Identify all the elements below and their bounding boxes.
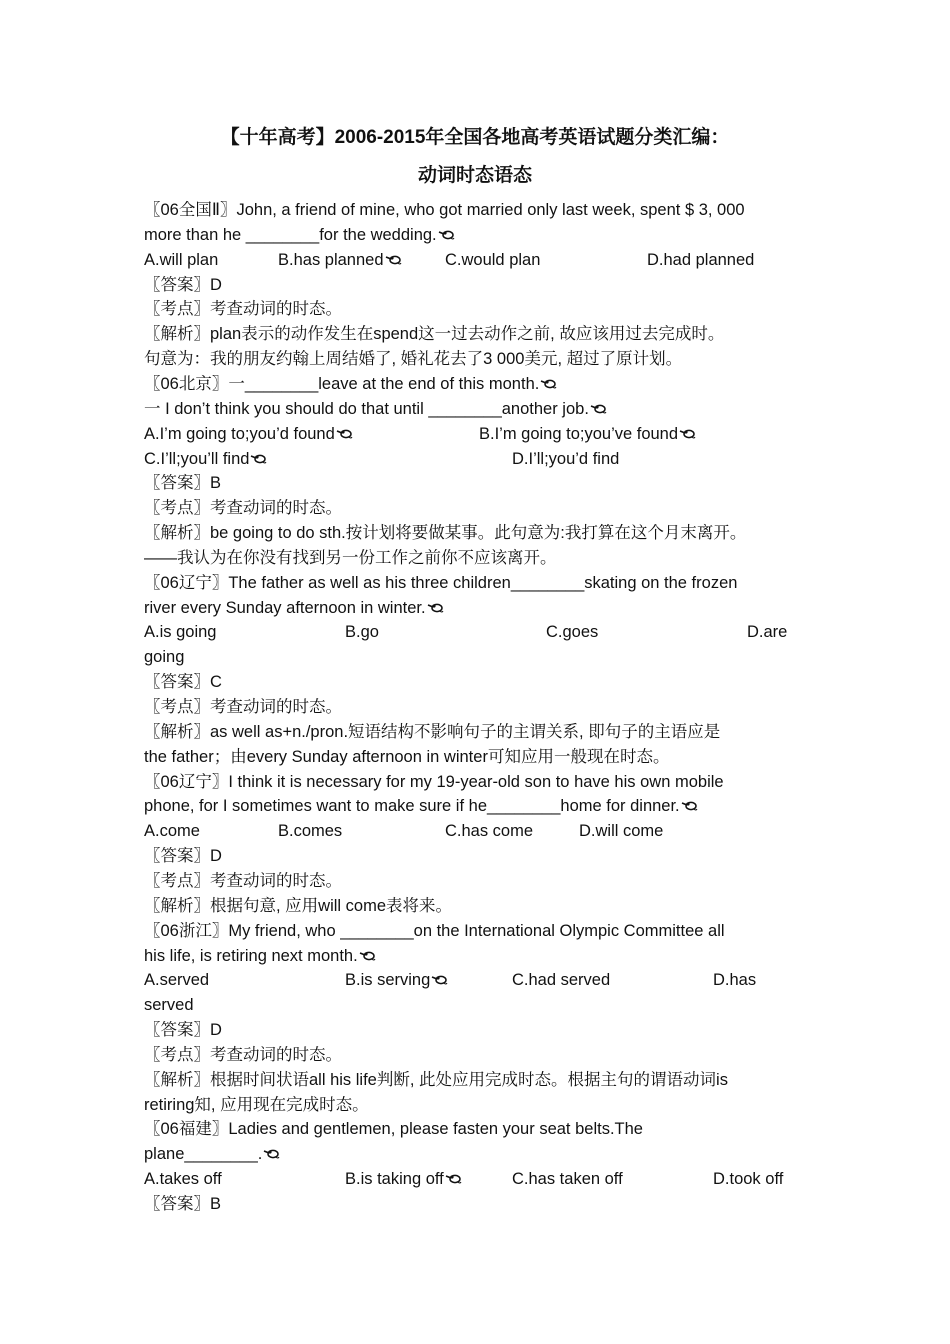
line-text: 〖答案〗D — [144, 847, 222, 866]
option — [144, 968, 209, 993]
line-text: 〖06辽宁〗I think it is necessary for my 19-year-old son to have his own mobile — [144, 772, 724, 791]
text-line — [144, 894, 452, 919]
mouse-icon — [359, 950, 376, 962]
line-text: 〖06福建〗Ladies and gentlemen, please fasten your seat belts.The — [144, 1120, 643, 1139]
text-line — [144, 1192, 221, 1217]
line-text: 〖06辽宁〗The father as well as his three children________skating on the frozen — [144, 573, 738, 592]
line-text: 〖解析〗plan表示的动作发生在spend这一过去动作之前, 故应该用过去完成时。 — [144, 325, 725, 344]
mouse-icon — [427, 602, 444, 614]
line-text: 句意为：我的朋友约翰上周结婚了, 婚礼花去了3 000美元, 超过了原计划。 — [144, 350, 683, 369]
line-text: served — [144, 996, 194, 1015]
line-text: river every Sunday afternoon in winter. — [144, 598, 426, 617]
line-text: 〖06浙江〗My friend, who ________on the International Olympic Committee all — [144, 921, 725, 940]
text-line — [144, 770, 724, 795]
option-text: C.has come — [445, 822, 534, 841]
option — [278, 819, 342, 844]
option-text: C.had served — [512, 971, 611, 990]
text-line — [144, 571, 737, 596]
mouse-icon — [438, 229, 455, 241]
mouse-icon — [679, 428, 696, 440]
option-text: B.I’m going to;you’ve found — [479, 424, 679, 443]
mouse-icon — [431, 974, 448, 986]
mouse-icon — [385, 254, 402, 266]
option — [345, 1167, 462, 1192]
text-line — [144, 720, 720, 745]
option — [512, 968, 610, 993]
text-line — [144, 1142, 280, 1167]
option — [479, 422, 696, 447]
text-line — [144, 223, 455, 248]
option — [512, 1167, 623, 1192]
option — [546, 620, 598, 645]
line-text: ——我认为在你没有找到另一份工作之前你不应该离开。 — [144, 548, 557, 567]
mouse-icon — [681, 800, 698, 812]
text-line — [144, 521, 746, 546]
text-line — [144, 944, 376, 969]
line-text: the father；由every Sunday afternoon in winter可知应用一般现在时态。 — [144, 747, 670, 766]
mouse-icon — [540, 378, 557, 390]
text-line — [144, 596, 444, 621]
option — [747, 620, 787, 645]
option — [144, 620, 216, 645]
option — [579, 819, 663, 844]
line-text: 〖06全国Ⅱ〗John, a friend of mine, who got married only last week, spent $ 3, 000 — [144, 201, 745, 219]
line-text: his life, is retiring next month. — [144, 946, 358, 965]
line-text: 〖考点〗考查动词的时态。 — [144, 499, 342, 518]
option-text: D.I’ll;you’d find — [512, 449, 620, 468]
option-text: A.served — [144, 971, 210, 990]
text-line — [144, 919, 725, 944]
text-line — [144, 397, 607, 422]
mouse-icon — [445, 1173, 462, 1185]
line-text: 〖考点〗考查动词的时态。 — [144, 871, 342, 890]
text-line — [144, 645, 184, 670]
option — [278, 248, 402, 273]
line-text: plane________. — [144, 1145, 263, 1164]
option — [713, 1167, 783, 1192]
option — [345, 620, 379, 645]
option — [445, 248, 540, 273]
text-line — [144, 347, 682, 372]
line-text: more than he ________for the wedding. — [144, 225, 437, 244]
option-text: D.has — [713, 971, 757, 990]
option-text: A.come — [144, 822, 200, 841]
option-text: B.go — [345, 623, 379, 642]
text-line — [144, 496, 342, 521]
option — [144, 1167, 222, 1192]
option-text: B.is taking off — [345, 1170, 444, 1189]
mouse-icon — [263, 1148, 280, 1160]
option-text: D.had planned — [647, 250, 755, 269]
text-line — [144, 372, 557, 397]
text-line — [144, 471, 221, 496]
text-line — [144, 794, 698, 819]
option — [512, 447, 619, 472]
text-line — [144, 297, 342, 322]
option — [713, 968, 756, 993]
text-line — [144, 1043, 342, 1068]
option-text: B.has planned — [278, 250, 384, 269]
option-text: C.goes — [546, 623, 599, 642]
text-line — [144, 1117, 643, 1142]
text-line — [144, 1068, 728, 1093]
line-text: 〖答案〗C — [144, 673, 222, 692]
doc-title: 【十年高考】2006-2015年全国各地高考英语试题分类汇编： — [220, 127, 730, 148]
line-text: 一 I don’t think you should do that until ________another job. — [144, 399, 589, 418]
text-line — [144, 844, 222, 869]
text-line — [144, 1093, 369, 1118]
line-text: 〖解析〗as well as+n./pron.短语结构不影响句子的主谓关系, 即句子的主语应是 — [144, 722, 721, 741]
line-text: 〖解析〗根据时间状语all his life判断, 此处应用完成时态。根据主句的谓语动词is — [144, 1070, 728, 1089]
option-text: B.comes — [278, 822, 343, 841]
option-text: A.I’m going to;you’d found — [144, 424, 335, 443]
text-line — [144, 695, 342, 720]
text-line — [144, 670, 222, 695]
line-text: 〖考点〗考查动词的时态。 — [144, 1045, 342, 1064]
option-text: D.are — [747, 623, 788, 642]
option — [647, 248, 754, 273]
option-text: C.has taken off — [512, 1170, 623, 1189]
line-text: 〖考点〗考查动词的时态。 — [144, 300, 342, 319]
option-text: B.is serving — [345, 971, 431, 990]
option — [144, 447, 267, 472]
line-text: 〖答案〗B — [144, 474, 222, 493]
mouse-icon — [590, 403, 607, 415]
text-line — [144, 273, 222, 298]
line-text: 〖解析〗be going to do sth.按计划将要做某事。此句意为:我打算在这个月末离开。 — [144, 524, 747, 543]
doc-subtitle: 动词时态语态 — [417, 165, 532, 186]
option-text: D.took off — [713, 1170, 784, 1189]
text-line — [144, 745, 669, 770]
line-text: going — [144, 648, 185, 667]
line-text: 〖答案〗D — [144, 275, 222, 294]
text-line — [144, 869, 342, 894]
mouse-icon — [250, 453, 267, 465]
option — [144, 248, 218, 273]
line-text: phone, for I sometimes want to make sure if he________home for dinner. — [144, 797, 680, 816]
line-text: 〖06北京〗一________leave at the end of this month. — [144, 374, 540, 393]
option — [144, 819, 200, 844]
option-text: A.is going — [144, 623, 217, 642]
option-text: A.takes off — [144, 1170, 222, 1189]
line-text: 〖解析〗根据句意, 应用will come表将来。 — [144, 896, 453, 915]
option-text: A.will plan — [144, 250, 219, 269]
text-line — [144, 198, 745, 223]
line-text: 〖答案〗D — [144, 1021, 222, 1040]
option — [345, 968, 448, 993]
option — [445, 819, 533, 844]
option-text: D.will come — [579, 822, 664, 841]
text-line — [144, 546, 557, 571]
line-text: 〖答案〗B — [144, 1195, 222, 1213]
text-line — [144, 1018, 222, 1043]
option — [144, 422, 353, 447]
text-line — [144, 322, 724, 347]
line-text: retiring知, 应用现在完成时态。 — [144, 1095, 369, 1114]
option-text: C.would plan — [445, 250, 541, 269]
text-line — [144, 993, 194, 1018]
mouse-icon — [336, 428, 353, 440]
option-text: C.I’ll;you’ll find — [144, 449, 250, 468]
line-text: 〖考点〗考查动词的时态。 — [144, 698, 342, 716]
